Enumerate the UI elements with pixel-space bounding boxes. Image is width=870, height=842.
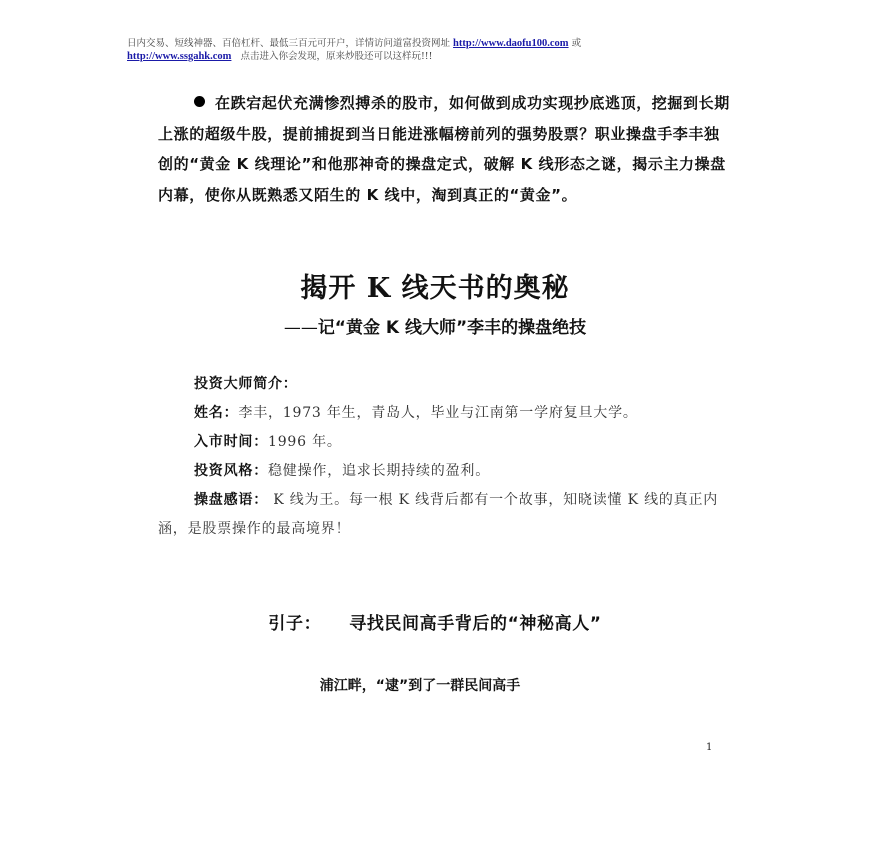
article-subtitle: [0, 313, 870, 338]
bio-label: 入市时间：: [194, 434, 268, 450]
section-text: 寻找民间高手背后的“神秘高人”: [349, 614, 602, 634]
bullet-icon: [194, 96, 205, 107]
subtitle-text: 记“黄金 K 线大师”李丰的操盘绝技: [317, 318, 587, 338]
section-label: 引子：: [268, 614, 322, 634]
bio-item-name: [158, 399, 730, 428]
ad-text-2: 点击进入你会发现，原来炒股还可以这样玩!!!: [240, 51, 433, 62]
article-title: 揭开 K 线天书的奥秘: [300, 273, 570, 304]
subtitle-dash: ——: [283, 318, 318, 338]
bio-value: 稳健操作，追求长期持续的盈利。: [268, 463, 490, 479]
bio-item-start: [158, 428, 730, 457]
bio-value: 1996 年。: [268, 434, 342, 450]
bio-section: [158, 370, 730, 544]
bio-label: 操盘感语：: [194, 492, 268, 508]
page-number: 1: [706, 742, 713, 753]
intro-text: 在跌宕起伏充满惨烈搏杀的股市，如何做到成功实现抄底逃顶，挖掘到长期上涨的超级牛股，提前捕捉到当日能进涨幅榜前列的强势股票？职业操盘手李丰独创的“黄金 K 线理论”和他那神奇的操盘定式，破解 K 线形态之谜，揭示主力操盘内幕，使你从既熟悉又陌生的 K 线中，淘到真正的“黄金”。: [158, 94, 730, 204]
bio-label: 投资风格：: [194, 463, 268, 479]
ad-text: 日内交易、短线神器、百倍杠杆、最低三百元可开户，详情访问道富投资网址: [127, 38, 451, 49]
intro-paragraph: [158, 88, 730, 210]
section-heading: [0, 609, 870, 634]
bio-label: 姓名：: [194, 405, 239, 421]
subsection-heading: 浦江畔，“逮”到了一群民间高手: [319, 678, 521, 694]
bio-value: K 线为王。每一根 K 线背后都有一个故事，知晓读懂 K 线的真正内涵，是股票操作的最高境界！: [158, 492, 719, 537]
bio-heading: 投资大师简介：: [194, 376, 298, 392]
ad-header-line-1: [127, 37, 747, 50]
bio-item-style: [158, 457, 730, 486]
ad-header-line-2: [127, 50, 747, 63]
ad-or-text: 或: [571, 38, 582, 49]
daofu-link[interactable]: http://www.daofu100.com: [453, 38, 569, 49]
ssgahk-link[interactable]: http://www.ssgahk.com: [127, 51, 232, 62]
bio-value: 李丰，1973 年生，青岛人，毕业与江南第一学府复旦大学。: [238, 405, 638, 421]
bio-item-motto: [158, 486, 730, 544]
ad-header: [127, 37, 747, 63]
